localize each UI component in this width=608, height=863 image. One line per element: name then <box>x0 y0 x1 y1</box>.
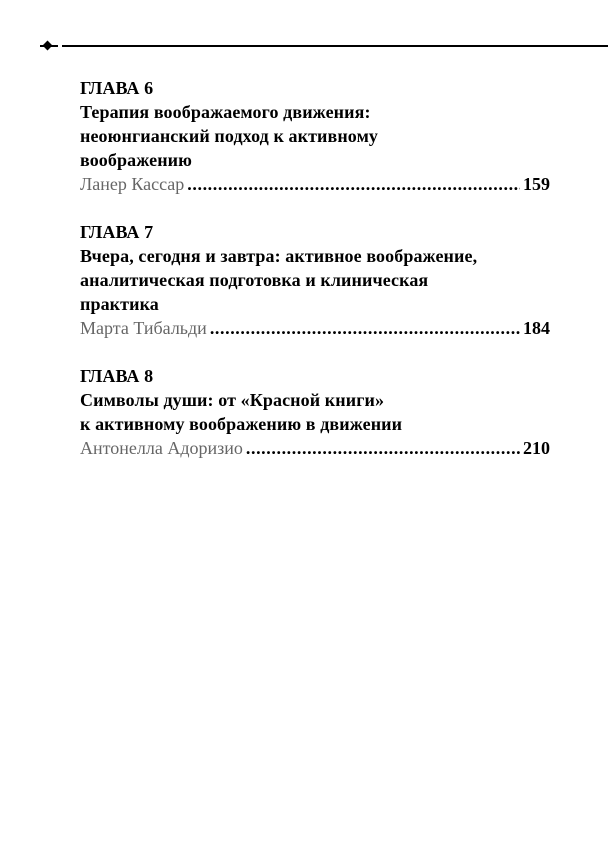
page-number: 159 <box>523 174 550 194</box>
author-page-line <box>80 316 550 340</box>
chapter-title-line: к активному воображению в движении <box>80 414 403 434</box>
chapter-title-line: Символы души: от «Красной книги» <box>80 390 385 410</box>
table-of-contents <box>80 76 550 484</box>
header-ornament-rule <box>40 44 608 48</box>
dot-leader <box>246 436 520 460</box>
toc-entry-chapter-8 <box>80 364 550 460</box>
chapter-title-line: Терапия воображаемого движения: <box>80 102 371 122</box>
page-number: 184 <box>523 318 550 338</box>
toc-entry-chapter-7 <box>80 220 550 340</box>
toc-entry-chapter-6 <box>80 76 550 196</box>
dot-leader <box>187 172 520 196</box>
chapter-author: Ланер Кассар <box>80 174 185 194</box>
author-page-line <box>80 436 550 460</box>
chapter-number: ГЛАВА 6 <box>80 78 154 98</box>
chapter-title-line: Вчера, сегодня и завтра: активное воображение, <box>80 246 478 266</box>
ornament-diamond-icon <box>43 41 53 51</box>
chapter-title-line: воображению <box>80 150 193 170</box>
chapter-number: ГЛАВА 7 <box>80 222 154 242</box>
author-page-line <box>80 172 550 196</box>
ornament-line <box>62 45 608 47</box>
chapter-title-line: аналитическая подготовка и клиническая <box>80 270 429 290</box>
dot-leader <box>210 316 520 340</box>
chapter-title-line: неоюнгианский подход к активному <box>80 126 379 146</box>
chapter-author: Антонелла Адоризио <box>80 438 243 458</box>
chapter-author: Марта Тибальди <box>80 318 207 338</box>
chapter-title-line: практика <box>80 294 159 314</box>
chapter-number: ГЛАВА 8 <box>80 366 154 386</box>
page-number: 210 <box>523 438 550 458</box>
